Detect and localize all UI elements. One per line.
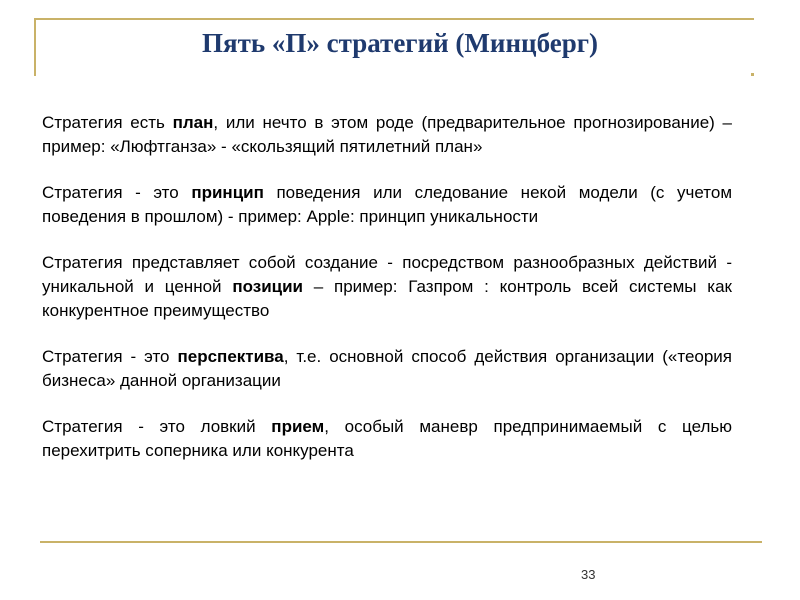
slide-content xyxy=(42,111,732,485)
keyword-ploy: прием xyxy=(271,417,325,436)
paragraph-text: Стратегия - это xyxy=(42,347,178,366)
paragraph-text: – пример: Газпром : контроль всей системы как конкурентное преимущество xyxy=(42,277,732,320)
paragraph-text: Стратегия представляет собой создание - посредством разнообразных действий - уникальной и ценной xyxy=(42,253,732,296)
left-border-line xyxy=(34,18,36,76)
slide-title: Пять «П» стратегий (Минцберг) xyxy=(202,28,598,58)
paragraph-text: Стратегия - это ловкий xyxy=(42,417,272,436)
paragraph-principle xyxy=(42,181,732,229)
paragraph-ploy xyxy=(42,415,732,463)
paragraph-text: Стратегия - это xyxy=(42,183,192,202)
paragraph-position xyxy=(42,251,732,323)
paragraph-plan xyxy=(42,111,732,159)
page-number: 33 xyxy=(581,567,596,582)
paragraph-text: , или нечто в этом роде (предварительное прогнозирование) – пример: «Люфтганза» - «скользящий пятилетний план» xyxy=(42,113,732,156)
paragraph-text: , т.е. основной способ действия организации («теория бизнеса» данной организации xyxy=(42,347,733,390)
keyword-position: позиции xyxy=(232,277,303,296)
keyword-perspective: перспектива xyxy=(177,347,284,366)
top-border-line xyxy=(34,18,754,20)
paragraph-perspective xyxy=(42,345,732,393)
corner-dot xyxy=(751,73,754,76)
paragraph-text: , особый маневр предпринимаемый с целью перехитрить соперника или конкурента xyxy=(42,417,732,460)
paragraph-text: Стратегия есть xyxy=(42,113,173,132)
bottom-border-line xyxy=(40,541,762,543)
paragraph-text: поведения или следование некой модели (с учетом поведения в прошлом) - пример: Apple: принцип уникальности xyxy=(42,183,733,226)
keyword-plan: план xyxy=(172,113,214,132)
keyword-principle: принцип xyxy=(191,183,264,202)
